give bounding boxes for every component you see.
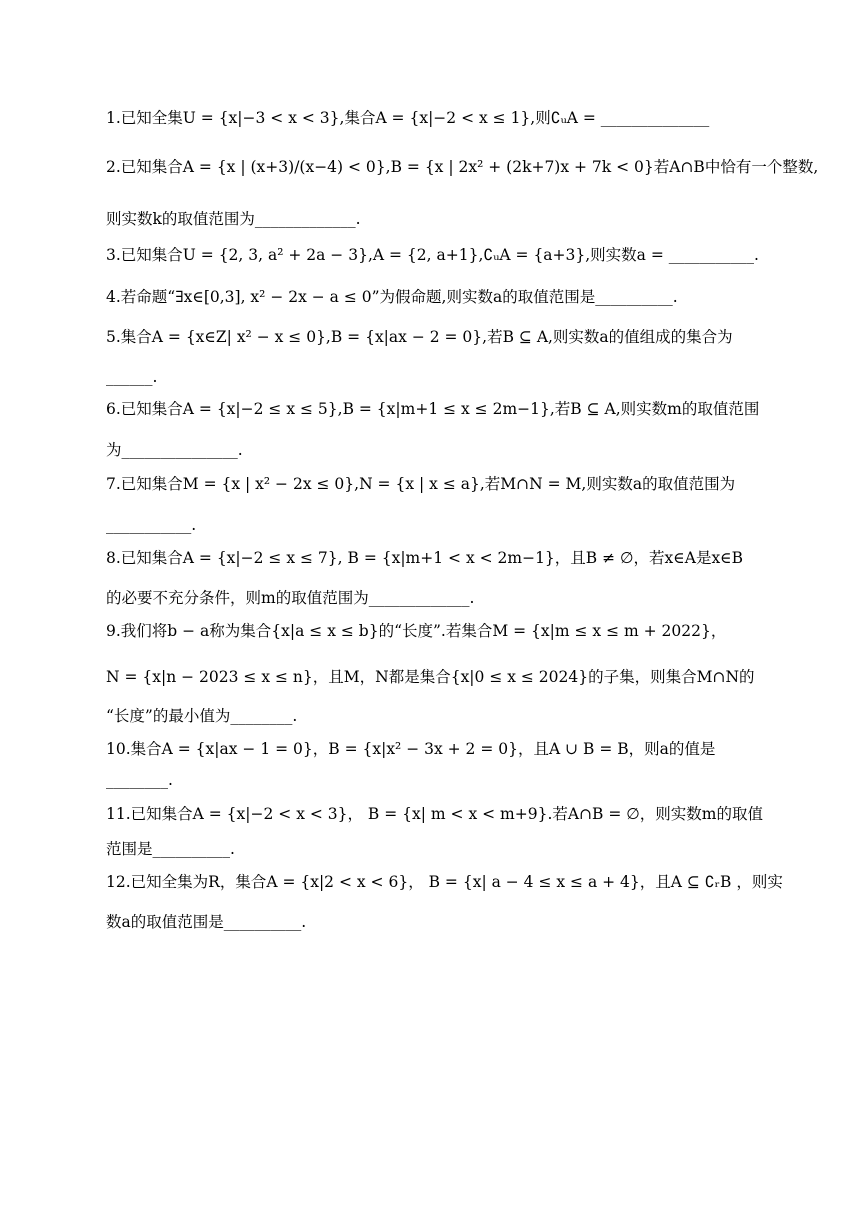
question-9-line-3: “长度”的最小值为________.: [106, 707, 298, 725]
question-5-line-1: 5.集合A = {x∈Z| x² − x ≤ 0},B = {x|ax − 2 = 0},若B ⊆ A,则实数a的值组成的集合为: [106, 328, 733, 346]
question-12-line-1: 12.已知全集为R，集合A = {x|2 < x < 6}， B = {x| a − 4 ≤ x ≤ a + 4}，且A ⊆ ∁ᵣB ，则实: [106, 873, 783, 891]
question-10-line-1: 10.集合A = {x|ax − 1 = 0}，B = {x|x² − 3x + 2 = 0}，且A ∪ B = B，则a的值是: [106, 740, 716, 758]
question-9-line-1: 9.我们将b − a称为集合{x|a ≤ x ≤ b}的“长度”.若集合M = {x|m ≤ x ≤ m + 2022}，: [106, 622, 727, 640]
question-8-line-2: 的必要不充分条件，则m的取值范围为_____________.: [106, 589, 475, 607]
question-9-line-2: N = {x|n − 2023 ≤ x ≤ n}，且M，N都是集合{x|0 ≤ x ≤ 2024}的子集，则集合M∩N的: [106, 668, 755, 686]
question-6-line-2: 为_______________.: [106, 441, 243, 459]
question-2-line-2: 则实数k的取值范围为_____________.: [106, 210, 361, 228]
question-11-line-1: 11.已知集合A = {x|−2 < x < 3}， B = {x| m < x < m+9}.若A∩B = ∅，则实数m的取值: [106, 805, 763, 823]
question-1-line-1: 1.已知全集U = {x|−3 < x < 3},集合A = {x|−2 < x ≤ 1},则∁ᵤA = ______________: [106, 109, 710, 127]
question-12-line-2: 数a的取值范围是__________.: [106, 913, 307, 931]
question-7-line-1: 7.已知集合M = {x | x² − 2x ≤ 0},N = {x | x ≤ a},若M∩N = M,则实数a的取值范围为: [106, 475, 736, 493]
question-5-line-2: ______.: [106, 368, 158, 386]
question-2-line-1: 2.已知集合A = {x | (x+3)/(x−4) < 0},B = {x | 2x² + (2k+7)x + 7k < 0}若A∩B中恰有一个整数,: [106, 158, 819, 176]
question-10-line-2: ________.: [106, 771, 173, 789]
question-6-line-1: 6.已知集合A = {x|−2 ≤ x ≤ 5},B = {x|m+1 ≤ x ≤ 2m−1},若B ⊆ A,则实数m的取值范围: [106, 400, 760, 418]
question-7-line-2: ___________.: [106, 516, 197, 534]
question-3-line-1: 3.已知集合U = {2, 3, a² + 2a − 3},A = {2, a+1},∁ᵤA = {a+3},则实数a = ___________.: [106, 246, 759, 264]
question-4-line-1: 4.若命题“∃x∈[0,3], x² − 2x − a ≤ 0”为假命题,则实数a的取值范围是__________.: [106, 288, 678, 306]
question-8-line-1: 8.已知集合A = {x|−2 ≤ x ≤ 7}, B = {x|m+1 < x < 2m−1}，且B ≠ ∅，若x∈A是x∈B: [106, 549, 744, 567]
question-11-line-2: 范围是__________.: [106, 840, 235, 858]
